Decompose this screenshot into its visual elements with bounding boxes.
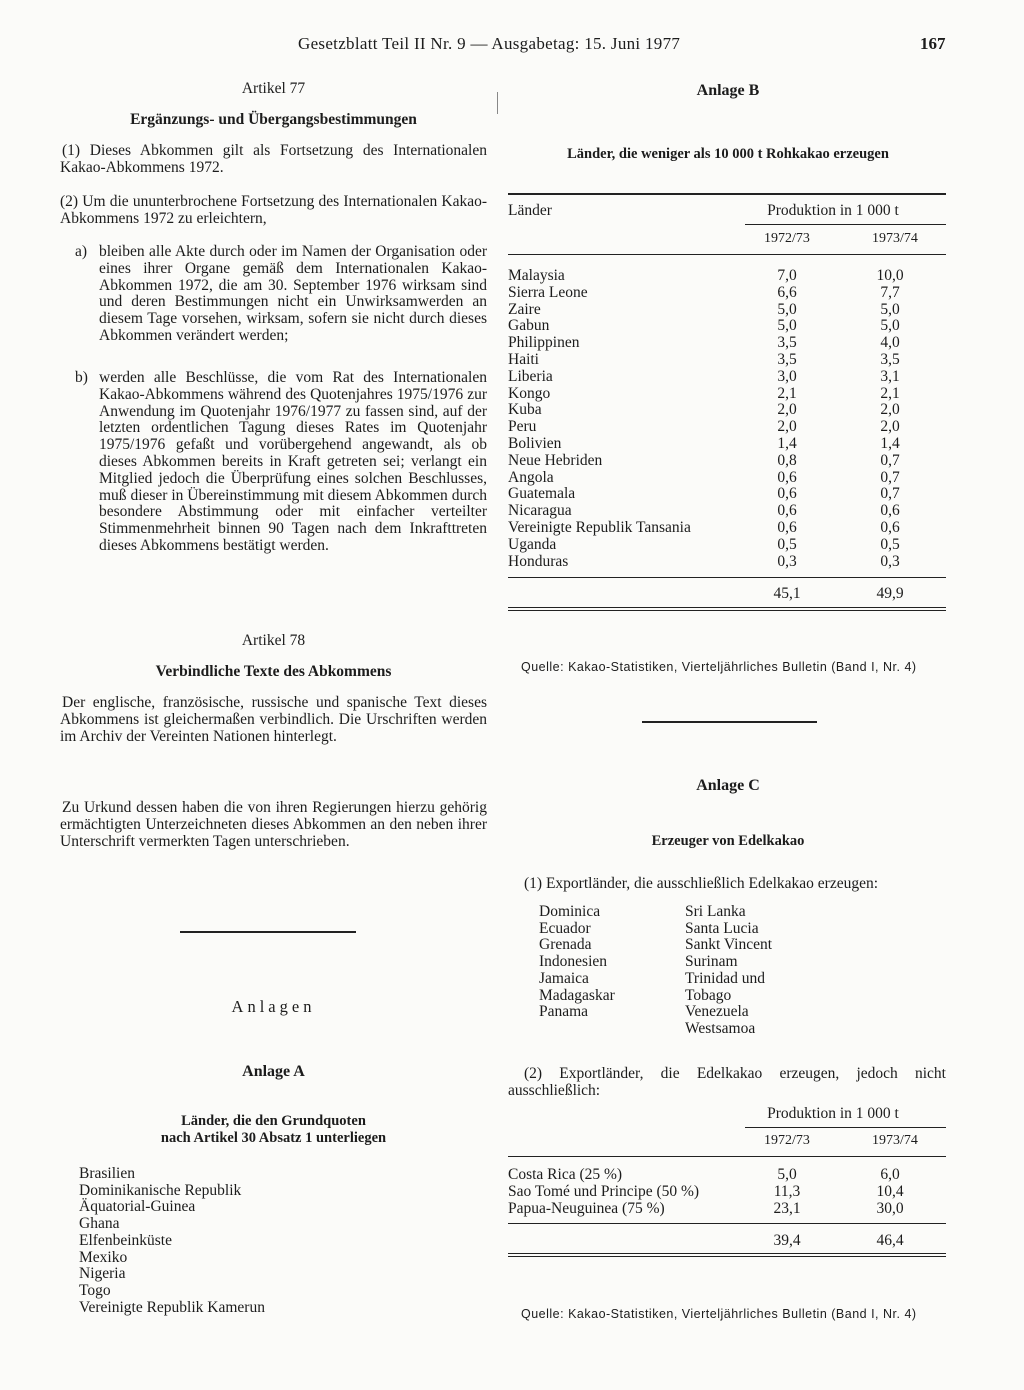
value-1972-cell: 5,0 bbox=[777, 300, 797, 318]
country-cell: Peru bbox=[508, 418, 537, 436]
list-item: Vereinigte Republik Kamerun bbox=[79, 1298, 265, 1316]
country-cell: Angola bbox=[508, 468, 554, 486]
country-cell: Vereinigte Republik Tansania bbox=[508, 519, 691, 536]
anlage-a-subtitle-2: nach Artikel 30 Absatz 1 unterliegen bbox=[160, 1130, 387, 1146]
table-row bbox=[508, 554, 946, 571]
country-cell: Neue Hebriden bbox=[508, 451, 603, 469]
page-header bbox=[0, 34, 1024, 60]
country-cell: Kongo bbox=[508, 384, 551, 402]
value-1973-cell: 30,0 bbox=[876, 1199, 904, 1217]
table-row bbox=[508, 318, 946, 335]
table-c-bottom-rule-1 bbox=[508, 1253, 946, 1254]
article-77-title: Artikel 77 bbox=[241, 80, 306, 97]
anlage-b-source: Quelle: Kakao-Statistiken, Vierteljährliches Bulletin (Band I, Nr. 4) bbox=[521, 660, 917, 674]
table-b-header-production: Produktion in 1 000 t bbox=[767, 202, 899, 219]
value-1972-cell: 3,0 bbox=[777, 367, 797, 385]
country-cell: Bolivien bbox=[508, 435, 562, 452]
value-1972-cell: 0,5 bbox=[777, 535, 797, 553]
article-77-para-2: (2) Um die ununterbrochene Fortsetzung des Internationalen Kakao-Abkommens 1972 zu erleichtern, bbox=[60, 193, 487, 227]
right-section-rule bbox=[642, 721, 817, 723]
anlage-c-title: Anlage C bbox=[696, 777, 760, 794]
list-item: Jamaica bbox=[539, 969, 589, 987]
anlage-c-subtitle: Erzeuger von Edelkakao bbox=[651, 833, 805, 849]
table-row bbox=[508, 285, 946, 302]
table-b-header-year-2: 1973/74 bbox=[872, 231, 918, 246]
value-1972-cell: 0,6 bbox=[777, 502, 797, 520]
value-1973-cell: 0,7 bbox=[880, 451, 900, 469]
value-1973-cell: 0,6 bbox=[880, 502, 900, 520]
list-item: Togo bbox=[79, 1281, 111, 1299]
anlage-a-subtitle-1: Länder, die den Grundquoten bbox=[181, 1113, 366, 1129]
table-row bbox=[508, 520, 946, 537]
value-1973-cell: 0,3 bbox=[880, 552, 900, 570]
list-item: Madagaskar bbox=[539, 986, 615, 1004]
article-77-para-1: (1) Dieses Abkommen gilt als Fortsetzung des Internationalen Kakao-Abkommens 1972. bbox=[60, 142, 487, 176]
table-b-header-countries: Länder bbox=[508, 202, 552, 219]
table-row bbox=[508, 453, 946, 470]
value-1972-cell: 3,5 bbox=[777, 351, 797, 368]
table-row bbox=[508, 1184, 946, 1201]
article-77-subtitle: Ergänzungs- und Übergangsbestimmungen bbox=[130, 111, 417, 128]
list-item: Indonesien bbox=[539, 953, 608, 971]
value-1972-cell: 23,1 bbox=[773, 1199, 801, 1217]
table-c-header-production: Produktion in 1 000 t bbox=[767, 1105, 899, 1122]
value-1973-cell: 0,7 bbox=[880, 468, 900, 486]
article-78-title: Artikel 78 bbox=[241, 632, 306, 649]
table-row bbox=[508, 268, 946, 285]
value-1972-cell: 0,6 bbox=[777, 485, 797, 503]
list-item: Westsamoa bbox=[685, 1019, 756, 1037]
value-1972-cell: 0,8 bbox=[777, 451, 797, 469]
country-cell: Gabun bbox=[508, 317, 550, 335]
table-row bbox=[508, 369, 946, 386]
value-1973-cell: 7,7 bbox=[880, 283, 900, 301]
anlage-c-para-1: (1) Exportländer, die ausschließlich Edelkakao erzeugen: bbox=[524, 875, 879, 892]
country-cell: Kuba bbox=[508, 401, 542, 419]
article-77-item-b bbox=[75, 370, 487, 555]
value-1972-cell: 1,4 bbox=[777, 435, 797, 452]
header-title: Gesetzblatt Teil II Nr. 9 — Ausgabetag: 15. Juni 1977 bbox=[298, 34, 681, 53]
country-cell: Liberia bbox=[508, 367, 553, 385]
table-b-total-1973: 49,9 bbox=[876, 585, 904, 602]
table-row bbox=[508, 486, 946, 503]
anlage-c-para-2: (2) Exportländer, die Edelkakao erzeugen, jedoch nicht ausschließlich: bbox=[508, 1065, 946, 1099]
value-1972-cell: 7,0 bbox=[777, 267, 797, 284]
table-c-sub-rule bbox=[745, 1127, 946, 1128]
article-78-subtitle: Verbindliche Texte des Abkommens bbox=[155, 663, 392, 680]
country-cell: Uganda bbox=[508, 535, 557, 553]
table-b-top-rule bbox=[508, 193, 946, 195]
value-1973-cell: 0,7 bbox=[880, 485, 900, 503]
table-c-total-1972: 39,4 bbox=[773, 1232, 801, 1249]
country-cell: Nicaragua bbox=[508, 502, 572, 520]
value-1973-cell: 3,5 bbox=[880, 351, 900, 368]
table-b-bottom-rule-2 bbox=[508, 610, 946, 611]
anlage-a-title: Anlage A bbox=[242, 1063, 305, 1080]
anlage-c-list-left bbox=[539, 904, 679, 1021]
value-1973-cell: 10,0 bbox=[876, 267, 904, 284]
table-c-total-1973: 46,4 bbox=[876, 1232, 904, 1249]
country-cell: Zaire bbox=[508, 300, 541, 318]
table-c-header-year-1: 1972/73 bbox=[764, 1133, 810, 1148]
table-row bbox=[508, 335, 946, 352]
value-1972-cell: 0,3 bbox=[777, 552, 797, 570]
table-b-header-rule bbox=[508, 254, 946, 255]
value-1972-cell: 0,6 bbox=[777, 519, 797, 536]
table-row bbox=[508, 1201, 946, 1218]
country-cell: Sierra Leone bbox=[508, 283, 588, 301]
country-cell: Malaysia bbox=[508, 267, 565, 284]
list-item: Äquatorial-Guinea bbox=[79, 1198, 196, 1216]
value-1973-cell: 6,0 bbox=[880, 1166, 900, 1183]
list-item: Ghana bbox=[79, 1215, 120, 1233]
left-section-rule bbox=[180, 931, 356, 933]
value-1973-cell: 1,4 bbox=[880, 435, 900, 452]
list-item: Grenada bbox=[539, 936, 592, 954]
list-item: Sankt Vincent bbox=[685, 936, 773, 954]
list-item: Ecuador bbox=[539, 919, 591, 937]
list-item: Dominica bbox=[539, 903, 601, 920]
table-row bbox=[508, 352, 946, 369]
value-1973-cell: 10,4 bbox=[876, 1182, 904, 1200]
list-item: Venezuela bbox=[685, 1003, 749, 1021]
table-row bbox=[508, 470, 946, 487]
value-1972-cell: 2,0 bbox=[777, 418, 797, 436]
table-row bbox=[508, 402, 946, 419]
anlage-a-country-list bbox=[79, 1166, 479, 1316]
list-item: Santa Lucia bbox=[685, 919, 759, 937]
item-a-label: a) bbox=[75, 243, 88, 260]
value-1973-cell: 3,1 bbox=[880, 367, 900, 385]
list-item: Nigeria bbox=[79, 1265, 126, 1283]
anlage-b-subtitle: Länder, die weniger als 10 000 t Rohkakao erzeugen bbox=[567, 146, 889, 162]
table-row bbox=[508, 302, 946, 319]
table-c-header-year-2: 1973/74 bbox=[872, 1133, 918, 1148]
list-item: Brasilien bbox=[79, 1165, 135, 1182]
list-item: Trinidad und bbox=[685, 969, 765, 987]
country-cell: Sao Tomé und Principe (50 %) bbox=[508, 1182, 700, 1200]
value-1973-cell: 0,5 bbox=[880, 535, 900, 553]
value-1972-cell: 3,5 bbox=[777, 334, 797, 352]
list-item: Panama bbox=[539, 1003, 589, 1021]
table-row bbox=[508, 386, 946, 403]
table-row bbox=[508, 419, 946, 436]
article-78-para-1: Der englische, französische, russische und spanische Text dieses Abkommens ist gleichermaßen verbindlich. Die Urschriften werden im Archiv der Vereinten Nationen hinterlegt. bbox=[60, 694, 487, 745]
anlage-b-title: Anlage B bbox=[696, 82, 760, 99]
value-1972-cell: 2,0 bbox=[777, 401, 797, 419]
value-1972-cell: 2,1 bbox=[777, 384, 797, 402]
list-item: Dominikanische Republik bbox=[79, 1181, 242, 1199]
anlagen-heading: Anlagen bbox=[231, 997, 316, 1016]
value-1972-cell: 0,6 bbox=[777, 468, 797, 486]
table-b-bottom-rule-1 bbox=[508, 607, 946, 608]
page-number: 167 bbox=[920, 34, 946, 53]
item-b-text: werden alle Beschlüsse, die vom Rat des Internationalen Kakao-Abkommens während des Quotenjahres 1975/1976 zur Anwendung im Quotenjahr 1976/1977 zu fassen sind, auf der letzten ordentlichen Tagung dieses Rates im Quotenjahr 1975/1976 gefaßt und vorübergehend angewandt, als ob dieses Abkommen bereits in Kraft getreten sei; verlangt ein Mitglied jedoch die Überprüfung eines solchen Beschlusses, muß dieser in Übereinstimmung mit diesem Abkommen durch besondere Abstimmung oder mit einfacher verteilter Stimmenmehrheit binnen 90 Tagen nach dem Inkrafttreten dieses Abkommens bestätigt werden. bbox=[99, 369, 487, 554]
table-b-sum-rule bbox=[508, 577, 946, 578]
anlage-c-source: Quelle: Kakao-Statistiken, Vierteljährliches Bulletin (Band I, Nr. 4) bbox=[521, 1307, 917, 1321]
table-row bbox=[508, 537, 946, 554]
article-78-para-2: Zu Urkund dessen haben die von ihren Regierungen hierzu gehörig ermächtigten Unterzeichneten dieses Abkommen an den neben ihrer Unterschrift vermerkten Tagen unterschrieben. bbox=[60, 799, 487, 850]
value-1973-cell: 5,0 bbox=[880, 317, 900, 335]
country-cell: Guatemala bbox=[508, 485, 576, 503]
value-1973-cell: 0,6 bbox=[880, 519, 900, 536]
value-1972-cell: 11,3 bbox=[773, 1182, 801, 1200]
list-item: Mexiko bbox=[79, 1248, 128, 1266]
country-cell: Honduras bbox=[508, 552, 569, 570]
list-item: Surinam bbox=[685, 953, 738, 971]
value-1973-cell: 2,0 bbox=[880, 401, 900, 419]
country-cell: Costa Rica (25 %) bbox=[508, 1166, 623, 1183]
country-cell: Papua-Neuguinea (75 %) bbox=[508, 1199, 665, 1217]
table-b-header-year-1: 1972/73 bbox=[764, 231, 810, 246]
value-1972-cell: 5,0 bbox=[777, 1166, 797, 1183]
value-1972-cell: 5,0 bbox=[777, 317, 797, 335]
anlage-c-list-right bbox=[685, 904, 845, 1038]
item-b-label: b) bbox=[75, 369, 88, 386]
value-1972-cell: 6,6 bbox=[777, 283, 797, 301]
table-b-total-1972: 45,1 bbox=[773, 585, 801, 602]
table-b-sub-rule bbox=[745, 224, 946, 225]
article-77-item-a bbox=[75, 244, 487, 345]
table-row bbox=[508, 1167, 946, 1184]
column-divider bbox=[497, 92, 498, 114]
list-item: Sri Lanka bbox=[685, 903, 746, 920]
list-item: Elfenbeinküste bbox=[79, 1231, 172, 1249]
item-a-text: bleiben alle Akte durch oder im Namen der Organisation oder eines ihrer Organe gemäß dem Internationalen Kakao-Abkommen 1972, die am 30. September 1976 wirksam sind und deren Bestimmungen nicht ein Unwirksamwerden an diesem Tage vorsehen, wirksam, sofern sie nicht durch dieses Abkommen verändert werden; bbox=[99, 243, 487, 344]
table-c-header-rule bbox=[508, 1156, 946, 1157]
table-row bbox=[508, 503, 946, 520]
value-1973-cell: 2,0 bbox=[880, 418, 900, 436]
table-c-bottom-rule-2 bbox=[508, 1256, 946, 1257]
table-c-sum-rule bbox=[508, 1223, 946, 1224]
country-cell: Haiti bbox=[508, 351, 539, 368]
value-1973-cell: 4,0 bbox=[880, 334, 900, 352]
table-row bbox=[508, 436, 946, 453]
value-1973-cell: 2,1 bbox=[880, 384, 900, 402]
list-item: Tobago bbox=[685, 986, 732, 1004]
value-1973-cell: 5,0 bbox=[880, 300, 900, 318]
country-cell: Philippinen bbox=[508, 334, 580, 352]
